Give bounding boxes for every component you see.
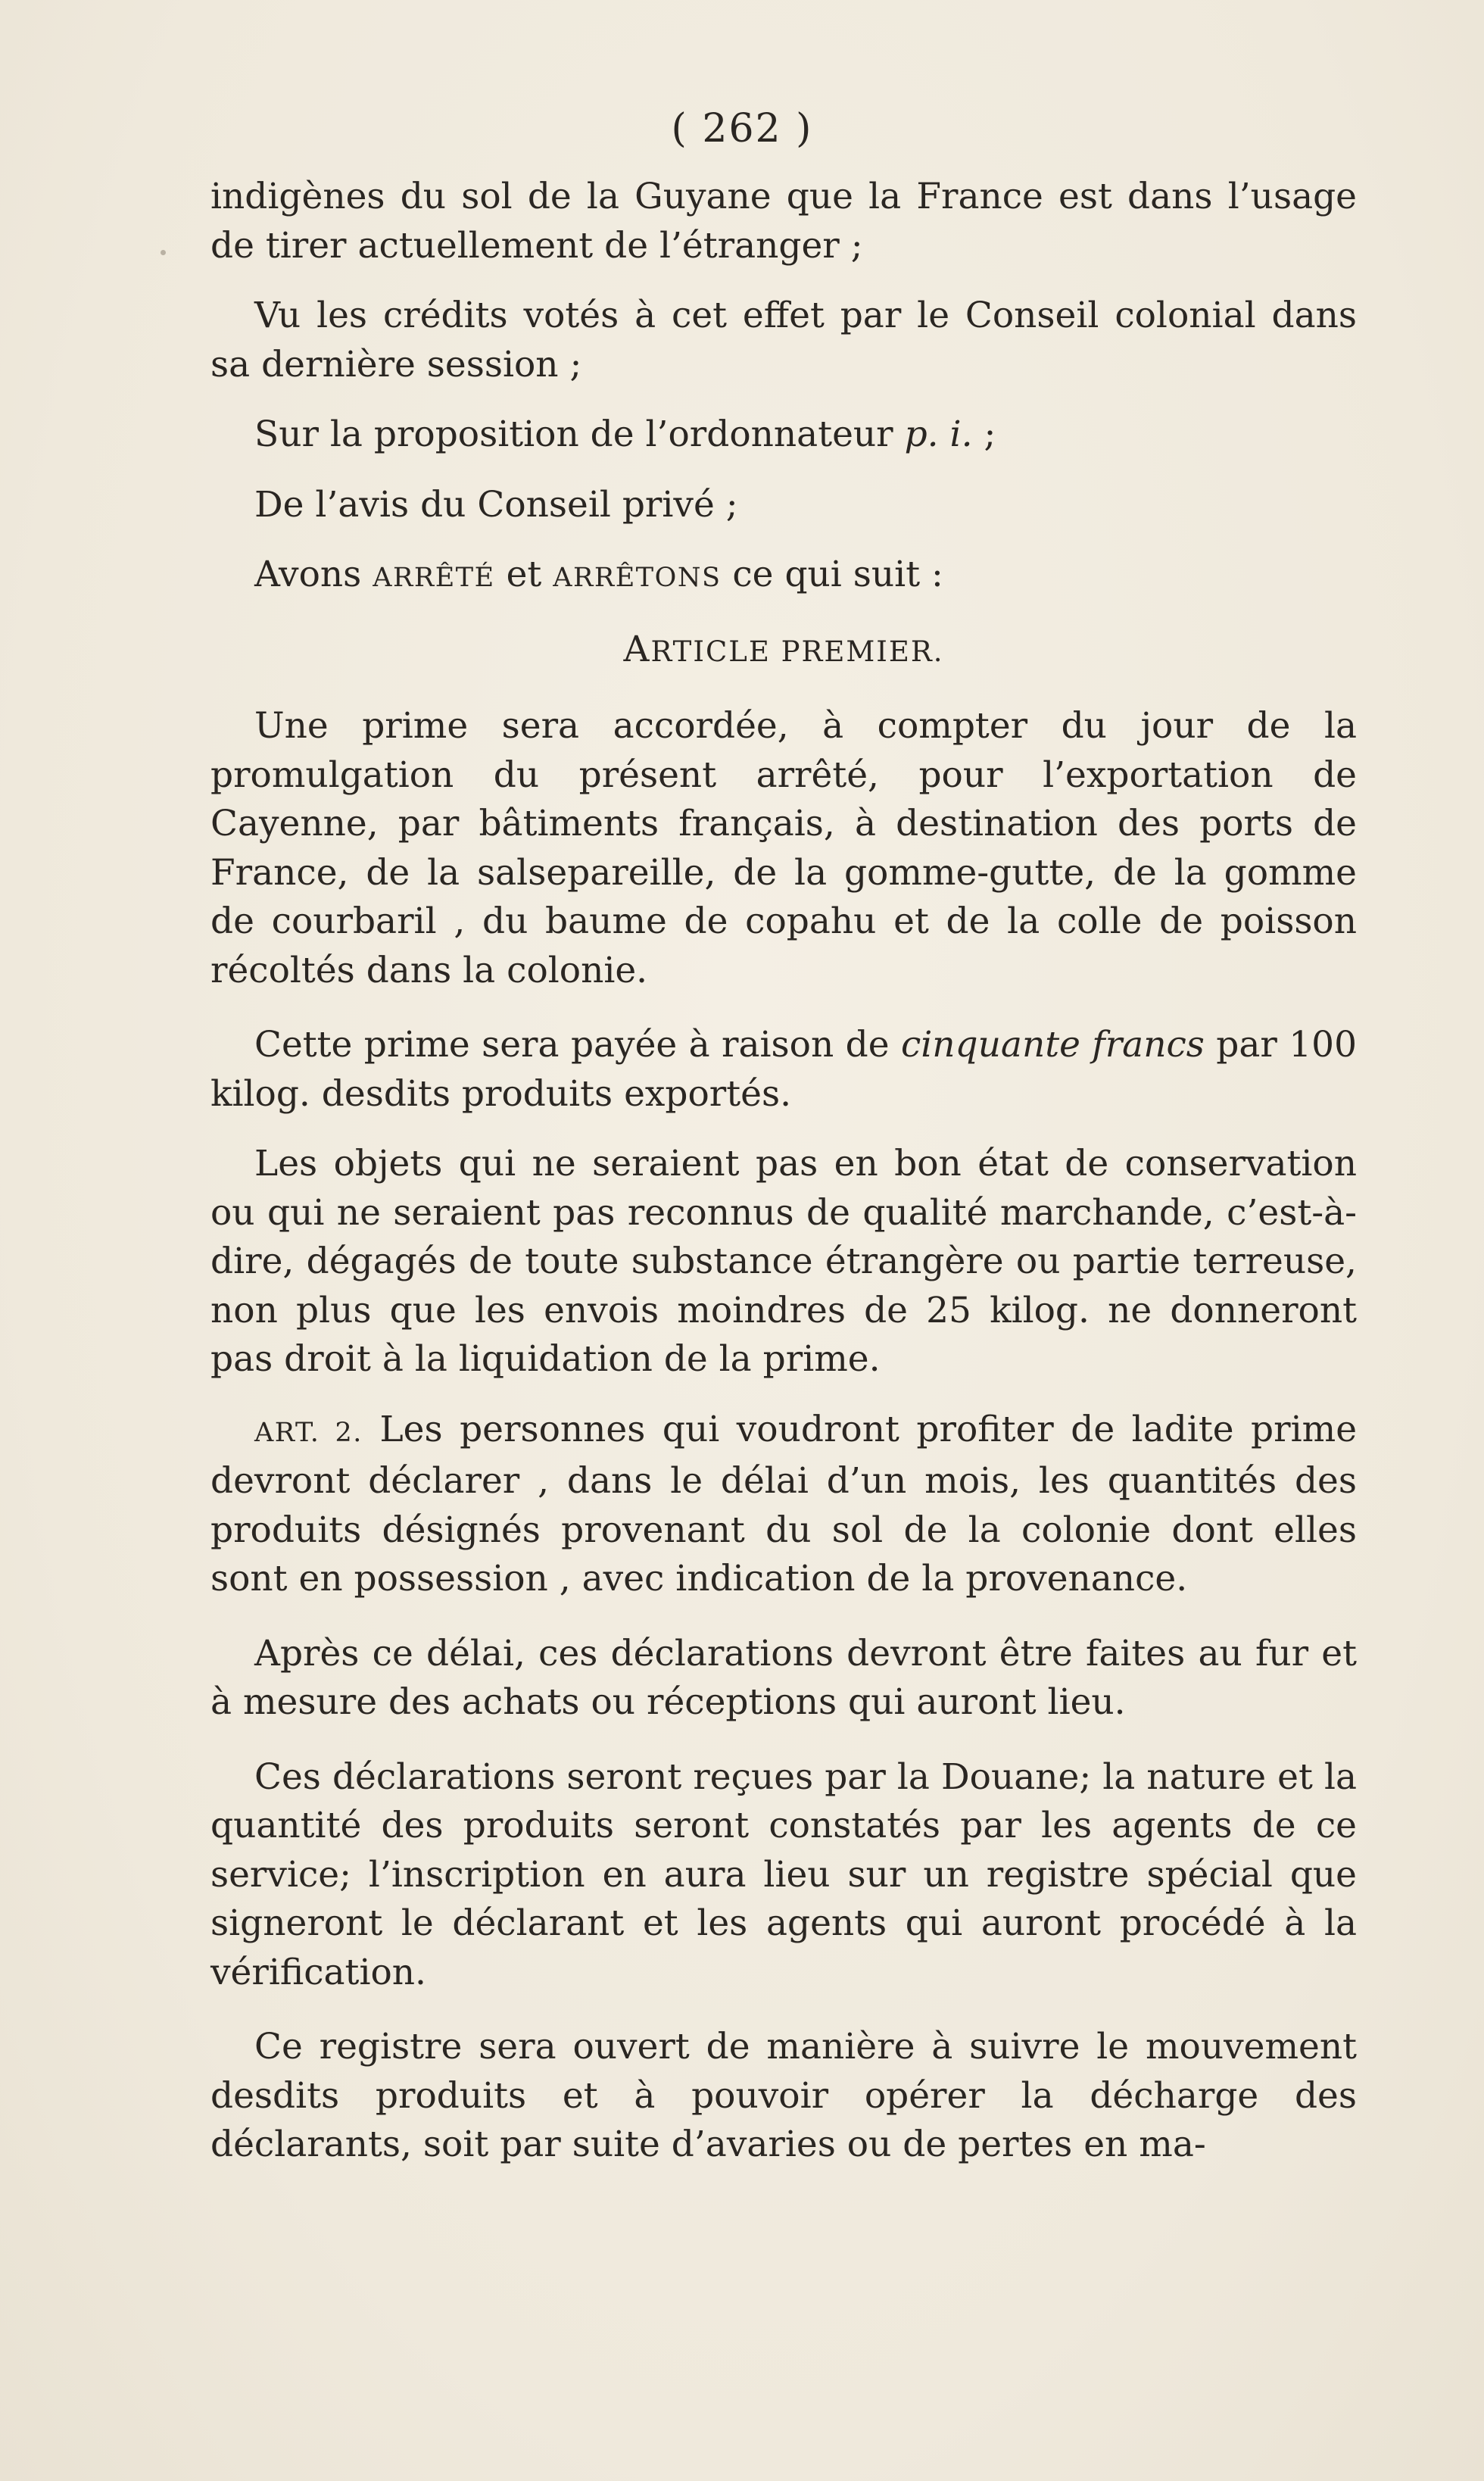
proposition-abbrev: p. i. (904, 414, 973, 455)
margin-speck (161, 250, 166, 255)
paragraph-article-2 (210, 1406, 1357, 1604)
arretons-word: ARRÊTONS (553, 563, 722, 593)
article-2-label: ART. 2. (254, 1417, 363, 1448)
proposition-end: ; (972, 414, 996, 455)
article-2-text: Les personnes qui voudront profiter de ladite prime devront déclarer , dans le délai d’un mois, les quantités des produits désignés provenant du sol de la colonie dont elles sont en possession , avec indication de la provenance. (210, 1408, 1358, 1599)
paragraph-article-1: Une prime sera accordée, à compter du jour de la promulgation du présent arrêté, pour l’exportation de Cayenne, par bâtiments français, à destination des ports de France, de la salsepareille, de la gomme-gutte, de la gomme de courbaril , du baume de copahu et de la colle de poisson récoltés dans la colonie. (210, 705, 1357, 991)
paragraph-declarations: Ces déclarations seront reçues par la Douane; la nature et la quantité des produits seront constatés par les agents de ce service; l’inscription en aura lieu sur un registre spécial que signeront le déclarant et les agents qui auront procédé à la vérification. (210, 1755, 1357, 1993)
ce-qui-suit: ce qui suit : (721, 554, 943, 595)
paragraph-registre: Ce registre sera ouvert de manière à suivre le mouvement desdits produits et à pouvoir opérer la décharge des déclarants, soit par suite d’avaries ou de pertes en ma- (210, 2026, 1357, 2165)
article-heading (210, 626, 1357, 677)
paragraph-objets: Les objets qui ne seraient pas en bon état de conservation ou qui ne seraient pas reconnus de qualité marchande, c’est-à-dire, dégagés de toute substance étrangère ou partie terreuse, non plus que les envois moindres de 25 kilog. ne donneront pas droit à la liquidation de la prime. (210, 1143, 1357, 1380)
arrete-word: ARRÊTÉ (373, 563, 495, 593)
paragraph-avis: De l’avis du Conseil privé ; (254, 483, 738, 526)
heading-rest: RTICLE PREMIER. (650, 635, 944, 668)
proposition-text: Sur la proposition de l’ordonnateur (254, 414, 905, 455)
rate-text-b: par 100 kilog. desdits produits exportés. (210, 1024, 1357, 1115)
rate-text-a: Cette prime sera payée à raison de (254, 1024, 901, 1066)
paragraph-continuation: indigènes du sol de la Guyane que la France est dans l’usage de tirer actuellement de l’étranger ; (210, 176, 1357, 267)
avons-word: Avons (254, 554, 373, 595)
body-text (210, 173, 1357, 2170)
paragraph-prime-rate (210, 1021, 1357, 1119)
rate-amount: cinquante francs (900, 1024, 1205, 1066)
paragraph-proposition (210, 410, 1357, 460)
paragraph-apres-delai: Après ce délai, ces déclarations devront être faites au fur et à mesure des achats ou réceptions qui auront lieu. (210, 1632, 1357, 1723)
et-word: et (494, 554, 553, 595)
heading-initial: A (623, 628, 651, 670)
paragraph-vu-credits: Vu les crédits votés à cet effet par le Conseil colonial dans sa dernière session ; (210, 295, 1357, 385)
paragraph-avons-arrete (210, 551, 1357, 603)
page-number: ( 262 ) (671, 106, 813, 151)
